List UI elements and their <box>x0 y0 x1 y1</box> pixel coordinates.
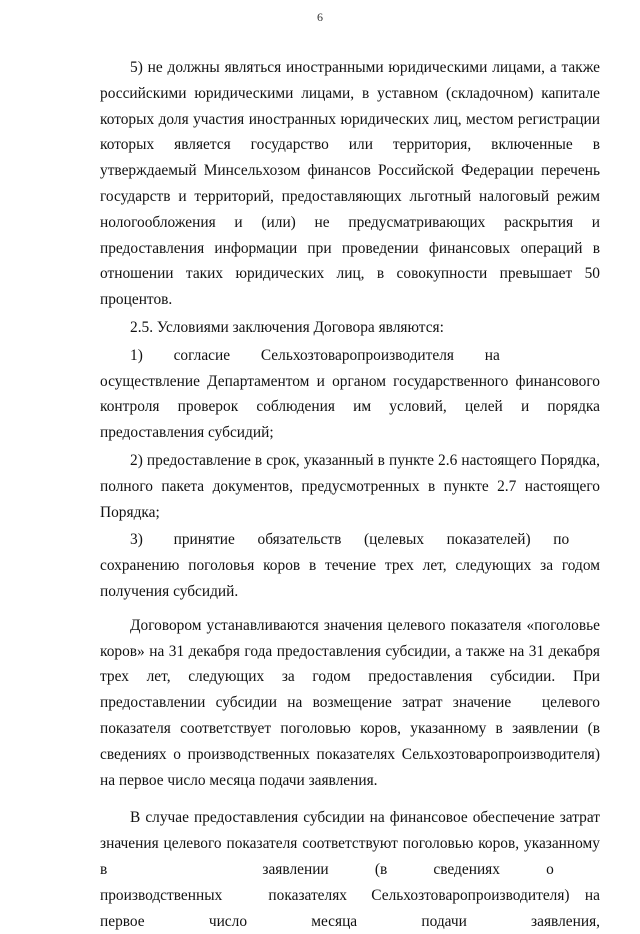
paragraph-condition-3: 3) принятие обязательств (целевых показателей) по сохранению поголовья коров в течение трех лет, следующих за годом получения субсидий. <box>100 531 600 600</box>
paragraph-condition-1: 1) согласие Сельхозтоваропроизводителя на осуществление Департаментом и органом государственного финансового контроля проверок соблюдения им условий, целей и порядка предоставления субсидий; <box>100 346 600 442</box>
paragraph-target-indicator: Договором устанавливаются значения целевого показателя «поголовье коров» на 31 декабря года предоставления субсидии, а также на 31 декабря трех лет, следующих за годом предоставления субсидии. При предоставлении субсидии на возмещение затрат значение целевого показателя соответствует поголовью коров, указанному в заявлении (в сведениях о производственных показателях Сельхозтоваропроизводителя) на первое число месяца подачи заявления. <box>100 616 600 789</box>
paragraph-financial-support: В случае предоставления субсидии на финансовое обеспечение затрат значения целевого показателя соответствуют поголовью коров, указанному в заявлении (в сведениях о производственных показателях Сельхозтоваропроизводителя) на первое число месяца подачи заявления, <box>100 809 600 930</box>
paragraph-item-5: 5) не должны являться иностранными юридическими лицами, а также российскими юридическими лицами, в уставном (складочном) капитале которых доля участия иностранных юридических лиц, местом регистрации которых является государство или территория, включенные в утверждаемый Минсельхозом финансов Российской Федерации перечень государств и территорий, предоставляющих льготный налоговый режим нологообложения и (или) не предусматривающих раскрытия и предоставления информации при проведении финансовых операций в отношении таких юридических лиц, в совокупности превышает 50 процентов. <box>100 59 600 309</box>
page-number: 6 <box>317 10 323 24</box>
document-body <box>100 55 600 934</box>
paragraph-condition-2: 2) предоставление в срок, указанный в пункте 2.6 настоящего Порядка, полного пакета документов, предусмотренных в пункте 2.7 настоящего Порядка; <box>100 451 600 521</box>
paragraph-2-5-heading: 2.5. Условиями заключения Договора являются: <box>130 318 444 336</box>
